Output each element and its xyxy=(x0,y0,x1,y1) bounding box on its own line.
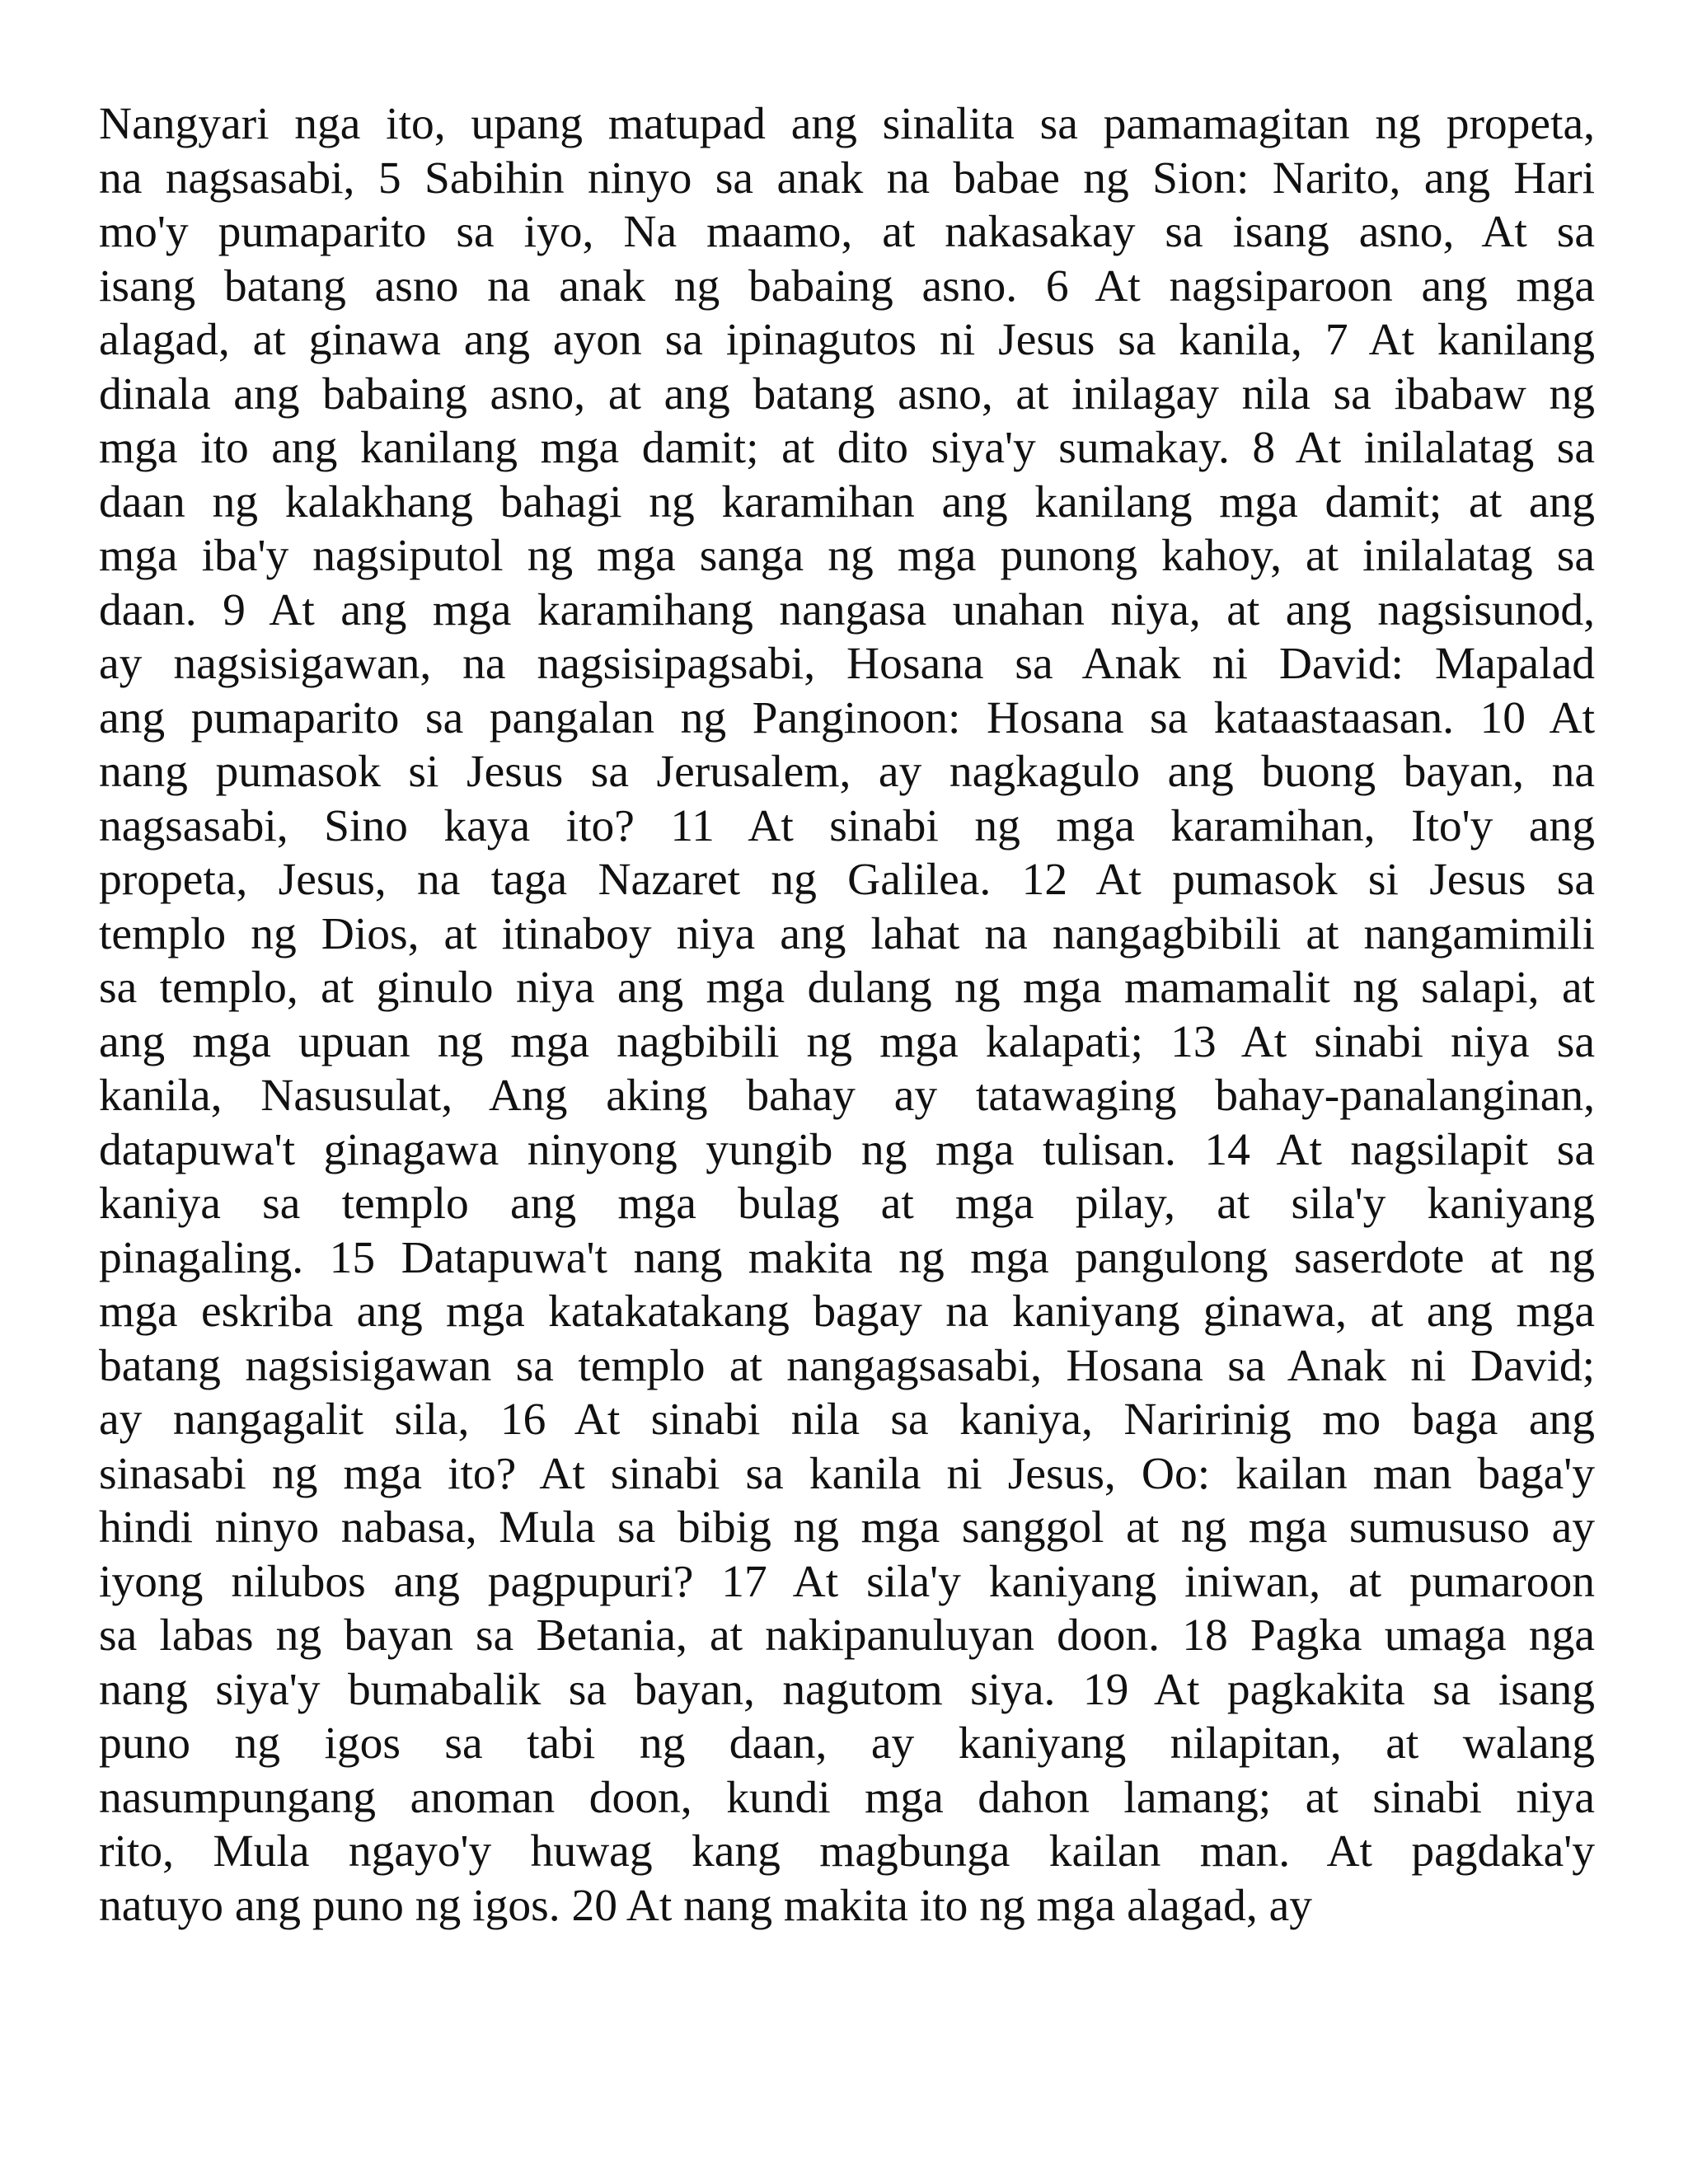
text-line-3: mo'y pumaparito sa iyo, Na maamo, at nakasakay sa isang asno, At sa xyxy=(99,207,1595,257)
text-line-34: natuyo ang puno ng igos. 20 At nang makita ito ng mga alagad, ay xyxy=(99,1880,1313,1931)
text-line-17: sa templo, at ginulo niya ang mga dulang ng mga mamamalit ng salapi, at xyxy=(99,963,1595,1013)
text-line-33: rito, Mula ngayo'y huwag kang magbunga kailan man. At pagdaka'y xyxy=(99,1826,1595,1877)
text-line-32: nasumpungang anoman doon, kundi mga dahon lamang; at sinabi niya xyxy=(99,1772,1595,1823)
text-line-9: mga iba'y nagsiputol ng mga sanga ng mga punong kahoy, at inilalatag sa xyxy=(99,531,1595,581)
text-line-26: sinasabi ng mga ito? At sinabi sa kanila ni Jesus, Oo: kailan man baga'y xyxy=(99,1448,1595,1499)
text-line-27: hindi ninyo nabasa, Mula sa bibig ng mga sanggol at ng mga sumususo ay xyxy=(99,1502,1595,1553)
text-line-25: ay nangagalit sila, 16 At sinabi nila sa kaniya, Naririnig mo baga ang xyxy=(99,1394,1595,1445)
text-line-10: daan. 9 At ang mga karamihang nangasa unahan niya, at ang nagsisunod, xyxy=(99,584,1595,635)
text-line-18: ang mga upuan ng mga nagbibili ng mga kalapati; 13 At sinabi niya sa xyxy=(99,1016,1595,1067)
text-line-15: propeta, Jesus, na taga Nazaret ng Galilea. 12 At pumasok si Jesus sa xyxy=(99,855,1595,905)
text-line-8: daan ng kalakhang bahagi ng karamihan ang kanilang mga damit; at ang xyxy=(99,476,1595,527)
text-line-30: nang siya'y bumabalik sa bayan, nagutom siya. 19 At pagkakita sa isang xyxy=(99,1664,1595,1715)
text-line-13: nang pumasok si Jesus sa Jerusalem, ay nagkagulo ang buong bayan, na xyxy=(99,747,1595,797)
text-line-11: ay nagsisigawan, na nagsisipagsabi, Hosana sa Anak ni David: Mapalad xyxy=(99,639,1595,689)
body-text xyxy=(99,97,1595,1933)
text-line-7: mga ito ang kanilang mga damit; at dito siya'y sumakay. 8 At inilalatag sa xyxy=(99,423,1595,473)
text-line-4: isang batang asno na anak ng babaing asno. 6 At nagsiparoon ang mga xyxy=(99,260,1595,312)
text-line-24: batang nagsisigawan sa templo at nangagsasabi, Hosana sa Anak ni David; xyxy=(99,1340,1595,1391)
text-line-21: kaniya sa templo ang mga bulag at mga pilay, at sila'y kaniyang xyxy=(99,1179,1595,1229)
text-line-6: dinala ang babaing asno, at ang batang asno, at inilagay nila sa ibabaw ng xyxy=(99,368,1595,419)
text-line-12: ang pumaparito sa pangalan ng Panginoon: Hosana sa kataastaasan. 10 At xyxy=(99,692,1595,743)
text-line-20: datapuwa't ginagawa ninyong yungib ng mga tulisan. 14 At nagsilapit sa xyxy=(99,1124,1595,1175)
text-line-5: alagad, at ginawa ang ayon sa ipinagutos ni Jesus sa kanila, 7 At kanilang xyxy=(99,315,1595,365)
text-line-1: Nangyari nga ito, upang matupad ang sinalita sa pamamagitan ng propeta, xyxy=(99,99,1595,149)
text-line-22: pinagaling. 15 Datapuwa't nang makita ng mga pangulong saserdote at ng xyxy=(99,1232,1595,1283)
text-line-19: kanila, Nasusulat, Ang aking bahay ay tatawaging bahay-panalanginan, xyxy=(99,1071,1595,1121)
text-line-29: sa labas ng bayan sa Betania, at nakipanuluyan doon. 18 Pagka umaga nga xyxy=(99,1610,1595,1661)
text-line-28: iyong nilubos ang pagpupuri? 17 At sila'y kaniyang iniwan, at pumaroon xyxy=(99,1556,1595,1607)
text-line-23: mga eskriba ang mga katakatakang bagay na kaniyang ginawa, at ang mga xyxy=(99,1286,1595,1337)
text-line-14: nagsasabi, Sino kaya ito? 11 At sinabi ng mga karamihan, Ito'y ang xyxy=(99,800,1595,851)
text-line-16: templo ng Dios, at itinaboy niya ang lahat na nangagbibili at nangamimili xyxy=(99,908,1595,959)
text-line-2: na nagsasabi, 5 Sabihin ninyo sa anak na babae ng Sion: Narito, ang Hari xyxy=(99,152,1595,204)
text-line-31: puno ng igos sa tabi ng daan, ay kaniyang nilapitan, at walang xyxy=(99,1718,1595,1769)
